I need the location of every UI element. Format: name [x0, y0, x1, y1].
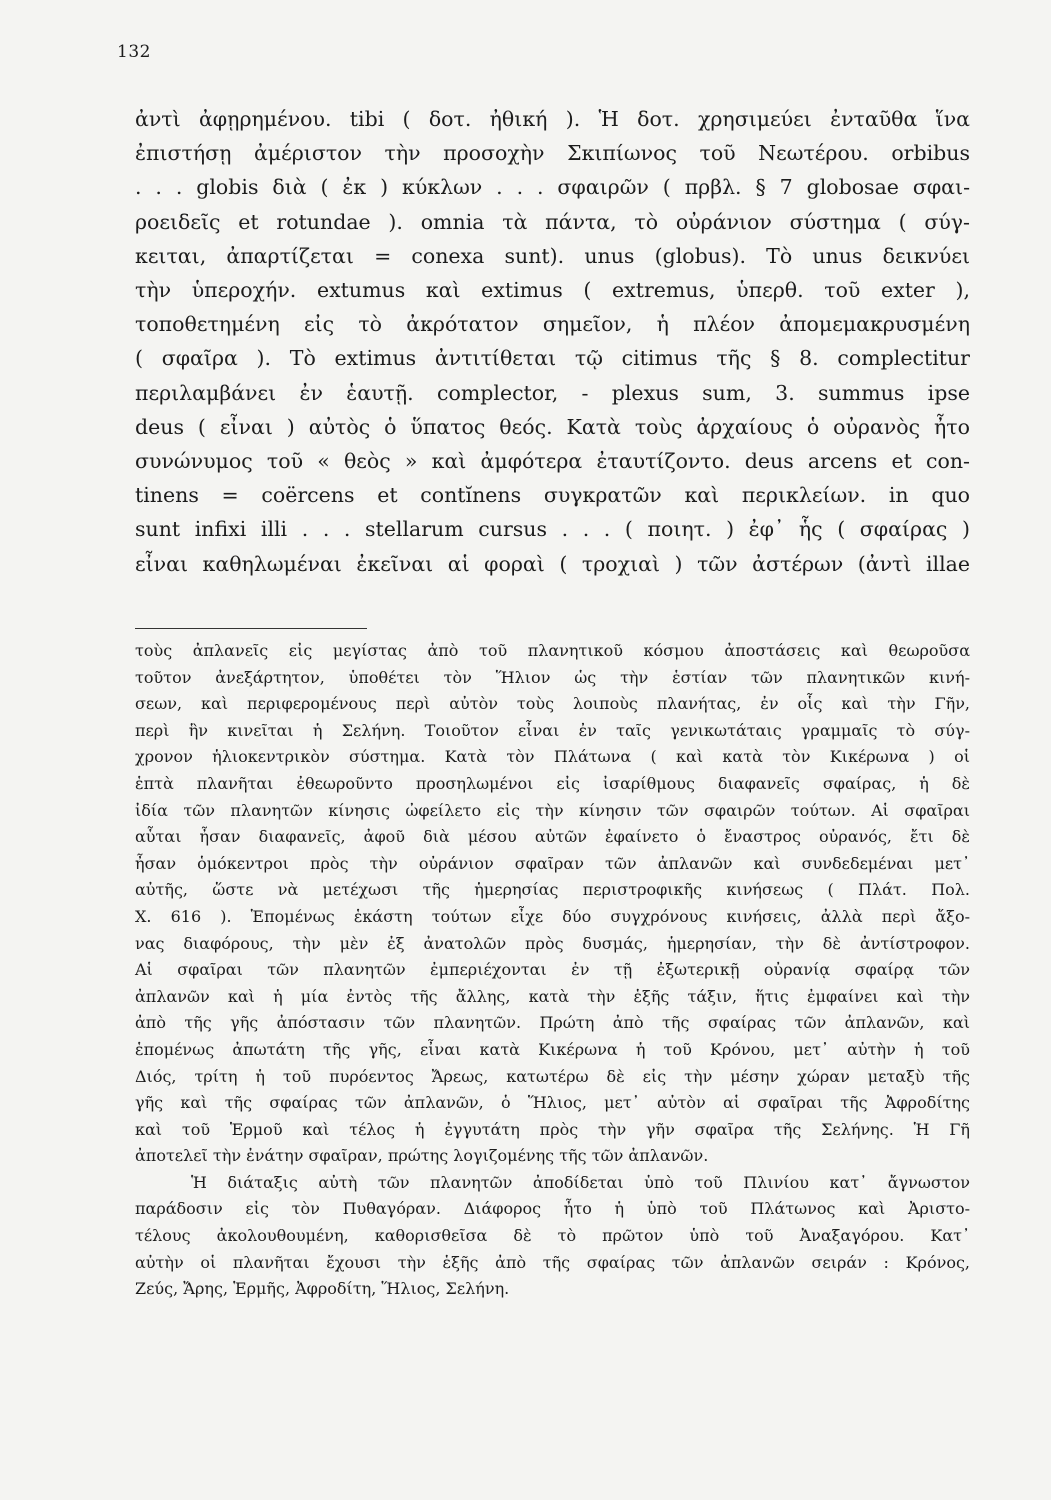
main-line: tinens = coërcens et contĭnens συγκρατῶν καὶ περικλείων. in quo — [135, 483, 970, 508]
main-line: συνώνυμος τοῦ « θεὸς » καὶ ἀμφότερα ἐταυτίζοντο. deus arcens et con- — [135, 449, 970, 474]
footnote-line: τοῦτον ἀνεξάρτητον, ὑποθέτει τὸν Ἥλιον ὡς τὴν ἑστίαν τῶν πλανητικῶν κινή- — [135, 667, 970, 687]
footnote-line: αὗται ἦσαν διαφανεῖς, ἀφοῦ διὰ μέσου αὐτῶν ἐφαίνετο ὁ ἔναστρος οὐρανός, ἔτι δὲ — [135, 827, 970, 847]
footnote-line: ἀποτελεῖ τὴν ἐνάτην σφαῖραν, πρώτης λογιζομένης τῆς τῶν ἀπλανῶν. — [135, 1146, 709, 1166]
footnote-line: ἀπλανῶν καὶ ἡ μία ἐντὸς τῆς ἄλλης, κατὰ τὴν ἑξῆς τάξιν, ἥτις ἐμφαίνει καὶ τὴν — [135, 986, 970, 1006]
footnote-line: Αἱ σφαῖραι τῶν πλανητῶν ἐμπεριέχονται ἐν τῇ ἐξωτερικῇ οὐρανίᾳ σφαίρᾳ τῶν — [135, 960, 970, 980]
main-line: sunt infixi illi . . . stellarum cursus . . . ( ποιητ. ) ἐφ᾽ ἧς ( σφαίρας ) — [135, 517, 970, 542]
footnote-text — [135, 638, 970, 1303]
footnote-separator — [135, 628, 367, 629]
footnote-line: αὐτὴν οἱ πλανῆται ἔχουσι τὴν ἑξῆς ἀπὸ τῆς σφαίρας τῶν ἀπλανῶν σειράν : Κρόνος, — [135, 1252, 970, 1272]
footnote-line: ἰδία τῶν πλανητῶν κίνησις ὠφείλετο εἰς τὴν κίνησιν τῶν σφαιρῶν τούτων. Αἱ σφαῖραι — [135, 800, 970, 820]
footnote-line: ἀπὸ τῆς γῆς ἀπόστασιν τῶν πλανητῶν. Πρώτη ἀπὸ τῆς σφαίρας τῶν ἀπλανῶν, καὶ — [135, 1013, 970, 1033]
main-line: τὴν ὑπεροχήν. extumus καὶ extimus ( extremus, ὑπερθ. τοῦ exter ), — [135, 278, 970, 303]
main-line: . . . globis διὰ ( ἐκ ) κύκλων . . . σφαιρῶν ( πρβλ. § 7 globosae σφαι- — [135, 175, 970, 200]
footnote-line: Διός, τρίτη ἡ τοῦ πυρόεντος Ἄρεως, κατωτέρω δὲ εἰς τὴν μέσην χώραν μεταξὺ τῆς — [135, 1066, 970, 1086]
footnote-line: γῆς καὶ τῆς σφαίρας τῶν ἀπλανῶν, ὁ Ἥλιος, μετ᾽ αὐτὸν αἱ σφαῖραι τῆς Ἀφροδίτης — [135, 1093, 970, 1113]
footnote-line: Ζεύς, Ἄρης, Ἑρμῆς, Ἀφροδίτη, Ἥλιος, Σελήνη. — [135, 1279, 510, 1299]
main-line: ἀντὶ ἀφῃρημένου. tibi ( δοτ. ἠθική ). Ἡ δοτ. χρησιμεύει ἐνταῦθα ἵνα — [135, 107, 970, 131]
footnote-line: τέλους ἀκολουθουμένη, καθορισθεῖσα δὲ τὸ πρῶτον ὑπὸ τοῦ Ἀναξαγόρου. Κατ᾽ — [135, 1226, 970, 1246]
footnote-line: Ἡ διάταξις αὐτὴ τῶν πλανητῶν ἀποδίδεται ὑπὸ τοῦ Πλινίου κατ᾽ ἄγνωστον — [191, 1172, 970, 1192]
footnote-line: νας διαφόρους, τὴν μὲν ἐξ ἀνατολῶν πρὸς δυσμάς, ἡμερησίαν, τὴν δὲ ἀντίστροφον. — [135, 933, 970, 953]
main-line: τοποθετημένη εἰς τὸ ἀκρότατον σημεῖον, ἡ πλέον ἀπομεμακρυσμένη — [135, 312, 970, 337]
footnote-line: ἦσαν ὁμόκεντροι πρὸς τὴν οὐράνιον σφαῖραν τῶν ἀπλανῶν καὶ συνδεδεμέναι μετ᾽ — [135, 853, 970, 873]
main-line: ροειδεῖς et rotundae ). omnia τὰ πάντα, τὸ οὐράνιον σύστημα ( σύγ- — [135, 209, 970, 234]
footnote-line: σεων, καὶ περιφερομένους περὶ αὐτὸν τοὺς λοιποὺς πλανήτας, ἐν οἷς καὶ τὴν Γῆν, — [135, 694, 970, 714]
main-line: κειται, ἀπαρτίζεται = conexa sunt). unus (globus). Τὸ unus δεικνύει — [135, 243, 970, 268]
main-line: deus ( εἶναι ) αὐτὸς ὁ ὕπατος θεός. Κατὰ τοὺς ἀρχαίους ὁ οὐρανὸς ἦτο — [135, 414, 970, 439]
page-number: 132 — [117, 42, 151, 62]
main-line: ἐπιστήσῃ ἀμέριστον τὴν προσοχὴν Σκιπίωνος τοῦ Νεωτέρου. orbibus — [135, 141, 970, 166]
footnote-line: X. 616 ). Ἑπομένως ἑκάστη τούτων εἶχε δύο συγχρόνους κινήσεις, ἀλλὰ περὶ ἄξο- — [135, 906, 970, 926]
footnote-line: ἑπτὰ πλανῆται ἐθεωροῦντο προσηλωμένοι εἰς ἰσαρίθμους διαφανεῖς σφαίρας, ἡ δὲ — [135, 773, 970, 793]
footnote-line: τοὺς ἀπλανεῖς εἰς μεγίστας ἀπὸ τοῦ πλανητικοῦ κόσμου ἀποστάσεις καὶ θεωροῦσα — [135, 641, 970, 660]
footnote-line: χρονον ἡλιοκεντρικὸν σύστημα. Κατὰ τὸν Πλάτωνα ( καὶ κατὰ τὸν Κικέρωνα ) οἱ — [135, 747, 970, 767]
footnote-line: καὶ τοῦ Ἑρμοῦ καὶ τέλος ἡ ἐγγυτάτη πρὸς τὴν γῆν σφαῖρα τῆς Σελήνης. Ἡ Γῆ — [135, 1119, 970, 1139]
main-text — [135, 102, 970, 581]
main-line: περιλαμβάνει ἐν ἑαυτῇ. complector, - plexus sum, 3. summus ipse — [135, 380, 970, 405]
footnote-line: ἑπομένως ἀπωτάτη τῆς γῆς, εἶναι κατὰ Κικέρωνα ἡ τοῦ Κρόνου, μετ᾽ αὐτὴν ἡ τοῦ — [135, 1039, 970, 1059]
footnote-line: περὶ ἣν κινεῖται ἡ Σελήνη. Τοιοῦτον εἶναι ἐν ταῖς γενικωτάταις γραμμαῖς τὸ σύγ- — [135, 720, 970, 740]
footnote-line: αὐτῆς, ὥστε νὰ μετέχωσι τῆς ἡμερησίας περιστροφικῆς κινήσεως ( Πλάτ. Πολ. — [135, 880, 970, 900]
footnote-line: παράδοσιν εἰς τὸν Πυθαγόραν. Διάφορος ἦτο ἡ ὑπὸ τοῦ Πλάτωνος καὶ Ἀριστο- — [135, 1199, 970, 1219]
main-line: εἶναι καθηλωμέναι ἐκεῖναι αἱ φοραὶ ( τροχιαὶ ) τῶν ἀστέρων (ἀντὶ illae — [135, 551, 970, 576]
main-line: ( σφαῖρα ). Τὸ extimus ἀντιτίθεται τῷ citimus τῆς § 8. complectitur — [135, 346, 970, 371]
